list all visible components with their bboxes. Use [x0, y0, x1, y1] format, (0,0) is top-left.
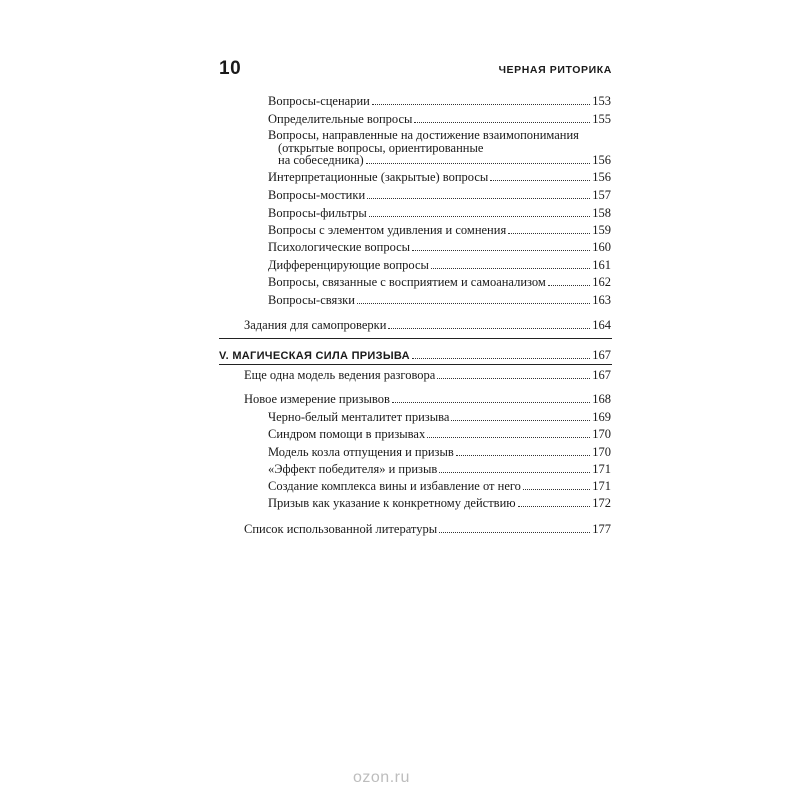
toc-entry-page: 155: [592, 112, 611, 126]
toc-entry-title: Синдром помощи в призывах: [268, 427, 426, 441]
toc-entry-title: Психологические вопросы: [268, 240, 411, 254]
toc-entry-title-line: на собеседника): [278, 153, 364, 167]
toc-entry-page: 171: [592, 479, 611, 493]
toc-entry-title: Список использованной литературы: [244, 522, 438, 536]
dot-leader: [414, 122, 590, 123]
page-number: 10: [219, 58, 242, 79]
dot-leader: [366, 163, 591, 164]
toc-entry-page: 160: [592, 240, 611, 254]
toc-entry-title: Создание комплекса вины и избавление от него: [268, 479, 521, 493]
toc-entry-title: Призыв как указание к конкретному действию: [268, 496, 516, 510]
dot-leader: [518, 506, 591, 507]
toc-entry-page: 168: [592, 392, 611, 406]
toc-entry-last-line: [268, 154, 611, 167]
toc-entry-title-line: (открытые вопросы, ориентированные: [278, 140, 484, 155]
toc-entry-title: Задания для самопроверки: [244, 318, 387, 332]
running-title: ЧЕРНАЯ РИТОРИКА: [498, 64, 612, 76]
chapter-divider: [219, 364, 612, 365]
toc-entry-page: 164: [592, 318, 611, 332]
toc-entry: [244, 368, 611, 382]
toc-entry: [244, 392, 611, 406]
toc-entry-page: 161: [592, 258, 611, 272]
toc-entry: [268, 462, 611, 476]
toc-entry: [244, 522, 611, 536]
toc-entry: [268, 206, 611, 220]
toc-entry-title-line: Вопросы, направленные на достижение взаимопонимания: [268, 128, 579, 142]
toc-entry-multiline: [268, 129, 611, 167]
dot-leader: [431, 268, 590, 269]
dot-leader: [412, 250, 590, 251]
toc-entry: [268, 240, 611, 254]
dot-leader: [439, 532, 590, 533]
toc-entry-page: 171: [592, 462, 611, 476]
toc-entry-title: Интерпретационные (закрытые) вопросы: [268, 170, 489, 184]
toc-entry: [268, 275, 611, 289]
toc-entry-page: 172: [592, 496, 611, 510]
toc-entry-page: 156: [592, 170, 611, 184]
dot-leader: [367, 198, 590, 199]
toc-entry-title: Вопросы с элементом удивления и сомнения: [268, 223, 507, 237]
toc-entry-title: Черно-белый менталитет призыва: [268, 410, 450, 424]
dot-leader: [439, 472, 590, 473]
dot-leader: [451, 420, 590, 421]
toc-entry-page: 158: [592, 206, 611, 220]
toc-entry-page: 163: [592, 293, 611, 307]
dot-leader: [372, 104, 590, 105]
toc-entry: [268, 479, 611, 493]
toc-entry: [268, 170, 611, 184]
toc-entry: [268, 410, 611, 424]
toc-entry-page: 167: [592, 368, 611, 382]
toc-entry-page: 157: [592, 188, 611, 202]
toc-entry-title: Модель козла отпущения и призыв: [268, 445, 454, 459]
toc-entry-page: 167: [592, 348, 611, 362]
toc-entry-title: Вопросы, связанные с восприятием и самоанализом: [268, 275, 546, 289]
toc-entry: [268, 427, 611, 441]
toc-entry-page: 170: [592, 445, 611, 459]
toc-entry-page: 156: [592, 153, 611, 167]
chapter-divider: [219, 338, 612, 339]
toc-entry-title: «Эффект победителя» и призыв: [268, 462, 438, 476]
dot-leader: [490, 180, 590, 181]
dot-leader: [523, 489, 590, 490]
toc-chapter-entry: [219, 348, 611, 363]
toc-entry-title: Еще одна модель ведения разговора: [244, 368, 436, 382]
toc-entry-title: Определительные вопросы: [268, 112, 413, 126]
dot-leader: [412, 358, 590, 359]
toc-entry-page: 170: [592, 427, 611, 441]
toc-chapter-title: V. МАГИЧЕСКАЯ СИЛА ПРИЗЫВА: [219, 350, 410, 362]
toc-entry-title: Новое измерение призывов: [244, 392, 390, 406]
dot-leader: [369, 216, 591, 217]
toc-entry: [268, 223, 611, 237]
ozon-watermark: ozon.ru: [353, 769, 410, 786]
dot-leader: [437, 378, 590, 379]
toc-entry-title: Вопросы-мостики: [268, 188, 366, 202]
toc-entry-title: Вопросы-сценарии: [268, 94, 370, 108]
toc-entry: [268, 445, 611, 459]
toc-entry: [268, 94, 611, 108]
dot-leader: [357, 303, 590, 304]
toc-entry-page: 177: [592, 522, 611, 536]
toc-entry: [244, 318, 611, 332]
dot-leader: [508, 233, 590, 234]
dot-leader: [427, 437, 590, 438]
toc-entry-title: Вопросы-связки: [268, 293, 355, 307]
toc-entry-page: 162: [592, 275, 611, 289]
toc-entry-page: 153: [592, 94, 611, 108]
toc-entry-title: Вопросы-фильтры: [268, 206, 367, 220]
toc-entry: [268, 496, 611, 510]
toc-entry-page: 169: [592, 410, 611, 424]
toc-entry: [268, 112, 611, 126]
dot-leader: [548, 285, 590, 286]
toc-entry: [268, 188, 611, 202]
toc-entry-title: Дифференцирующие вопросы: [268, 258, 429, 272]
dot-leader: [456, 455, 590, 456]
dot-leader: [388, 328, 590, 329]
toc-entry-page: 159: [592, 223, 611, 237]
toc-entry: [268, 258, 611, 272]
toc-entry: [268, 293, 611, 307]
dot-leader: [392, 402, 590, 403]
